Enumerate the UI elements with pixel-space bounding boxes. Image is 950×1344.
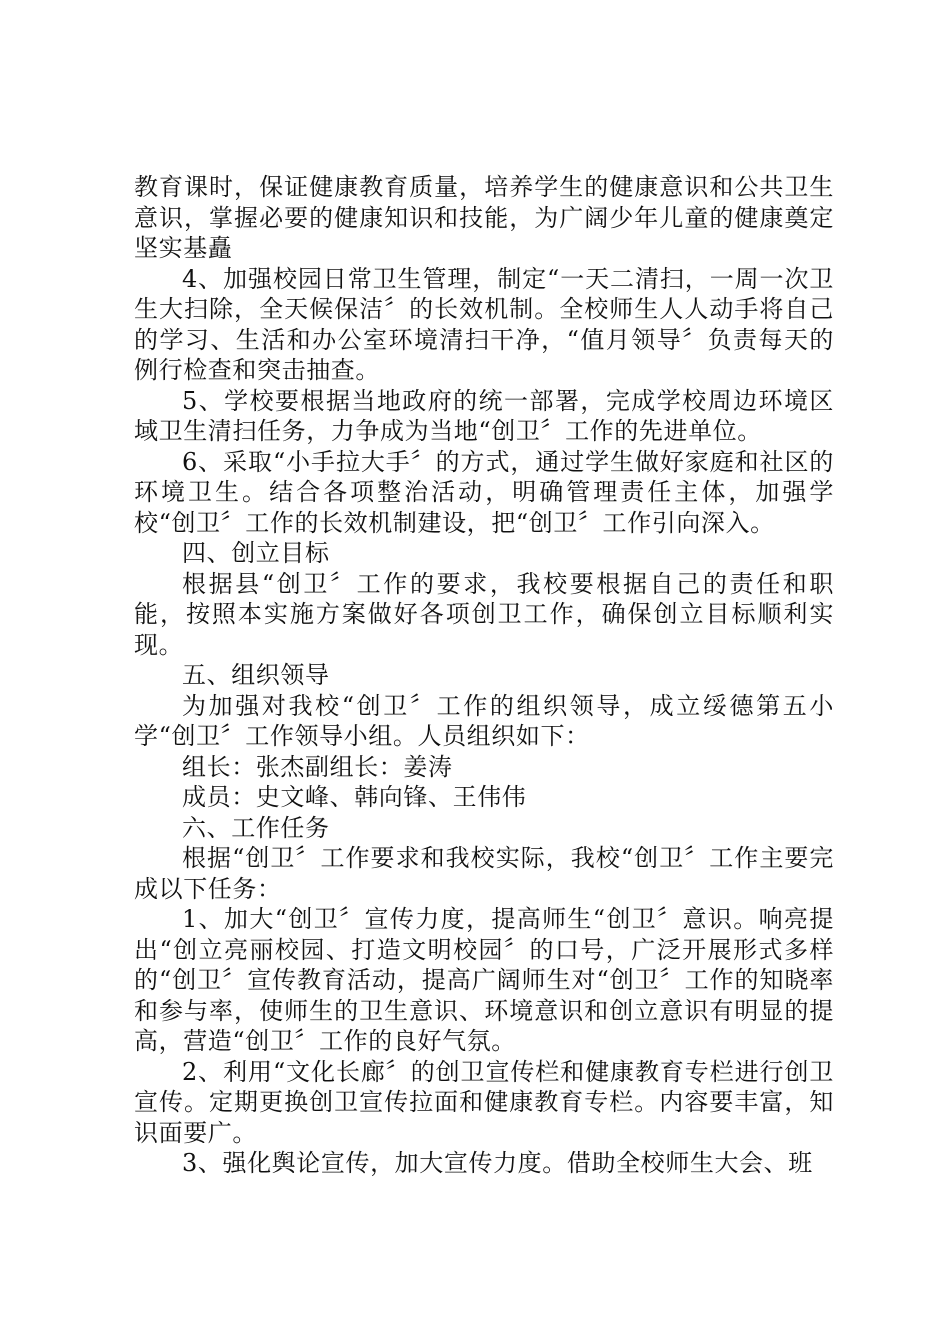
section-heading-leadership: 五、组织领导 <box>182 661 330 689</box>
paragraph-item-6: 6、采取“小手拉大手〞的方式，通过学生做好家庭和社区的环境卫生。结合各项整治活动，明确管理责任主体，加强学校“创卫〞工作的长效机制建设，把“创卫〞工作引向深入。 <box>134 447 834 537</box>
paragraph-leadership: 为加强对我校“创卫〞工作的组织领导，成立绥德第五小学“创卫〞工作领导小组。人员组织如下： <box>134 691 834 750</box>
paragraph-goals: 根据县“创卫〞工作的要求，我校要根据自己的责任和职能，按照本实施方案做好各项创卫工作，确保创立目标顺利实现。 <box>134 569 834 659</box>
paragraph-task-1: 1、加大“创卫〞宣传力度，提高师生“创卫〞意识。响亮提出“创立亮丽校园、打造文明校园〞的口号，广泛开展形式多样的“创卫〞宣传教育活动，提高广阔师生对“创卫〞工作的知晓率和参与率，使师生的卫生意识、环境意识和创立意识有明显的提高，营造“创卫〞工作的良好气氛。 <box>134 905 834 1055</box>
paragraph-leaders: 组长：张杰副组长：姜涛 <box>182 752 453 781</box>
paragraph-item-5: 5、学校要根据当地政府的统一部署，完成学校周边环境区域卫生清扫任务，力争成为当地“创卫〞工作的先进单位。 <box>134 386 834 445</box>
paragraph-task-2: 2、利用“文化长廊〞的创卫宣传栏和健康教育专栏进行创卫宣传。定期更换创卫宣传拉面和健康教育专栏。内容要丰富，知识面要广。 <box>134 1057 834 1147</box>
paragraph-tasks-intro: 根据“创卫〞工作要求和我校实际，我校“创卫〞工作主要完成以下任务： <box>134 844 834 903</box>
document-body <box>134 172 834 1179</box>
paragraph-members: 成员：史文峰、韩向锋、王伟伟 <box>182 783 527 811</box>
section-heading-goals: 四、创立目标 <box>182 539 330 567</box>
paragraph-continuation: 教育课时，保证健康教育质量，培养学生的健康意识和公共卫生意识，掌握必要的健康知识和技能，为广阔少年儿童的健康奠定坚实基矗 <box>134 173 834 262</box>
paragraph-item-4: 4、加强校园日常卫生管理，制定“一天二清扫，一周一次卫生大扫除，全天候保洁〞的长效机制。全校师生人人动手将自己的学习、生活和办公室环境清扫干净，“值月领导〞负责每天的例行检查和突击抽查。 <box>134 264 834 384</box>
section-heading-tasks: 六、工作任务 <box>182 813 330 842</box>
paragraph-task-3: 3、强化舆论宣传，加大宣传力度。借助全校师生大会、班 <box>182 1149 813 1177</box>
